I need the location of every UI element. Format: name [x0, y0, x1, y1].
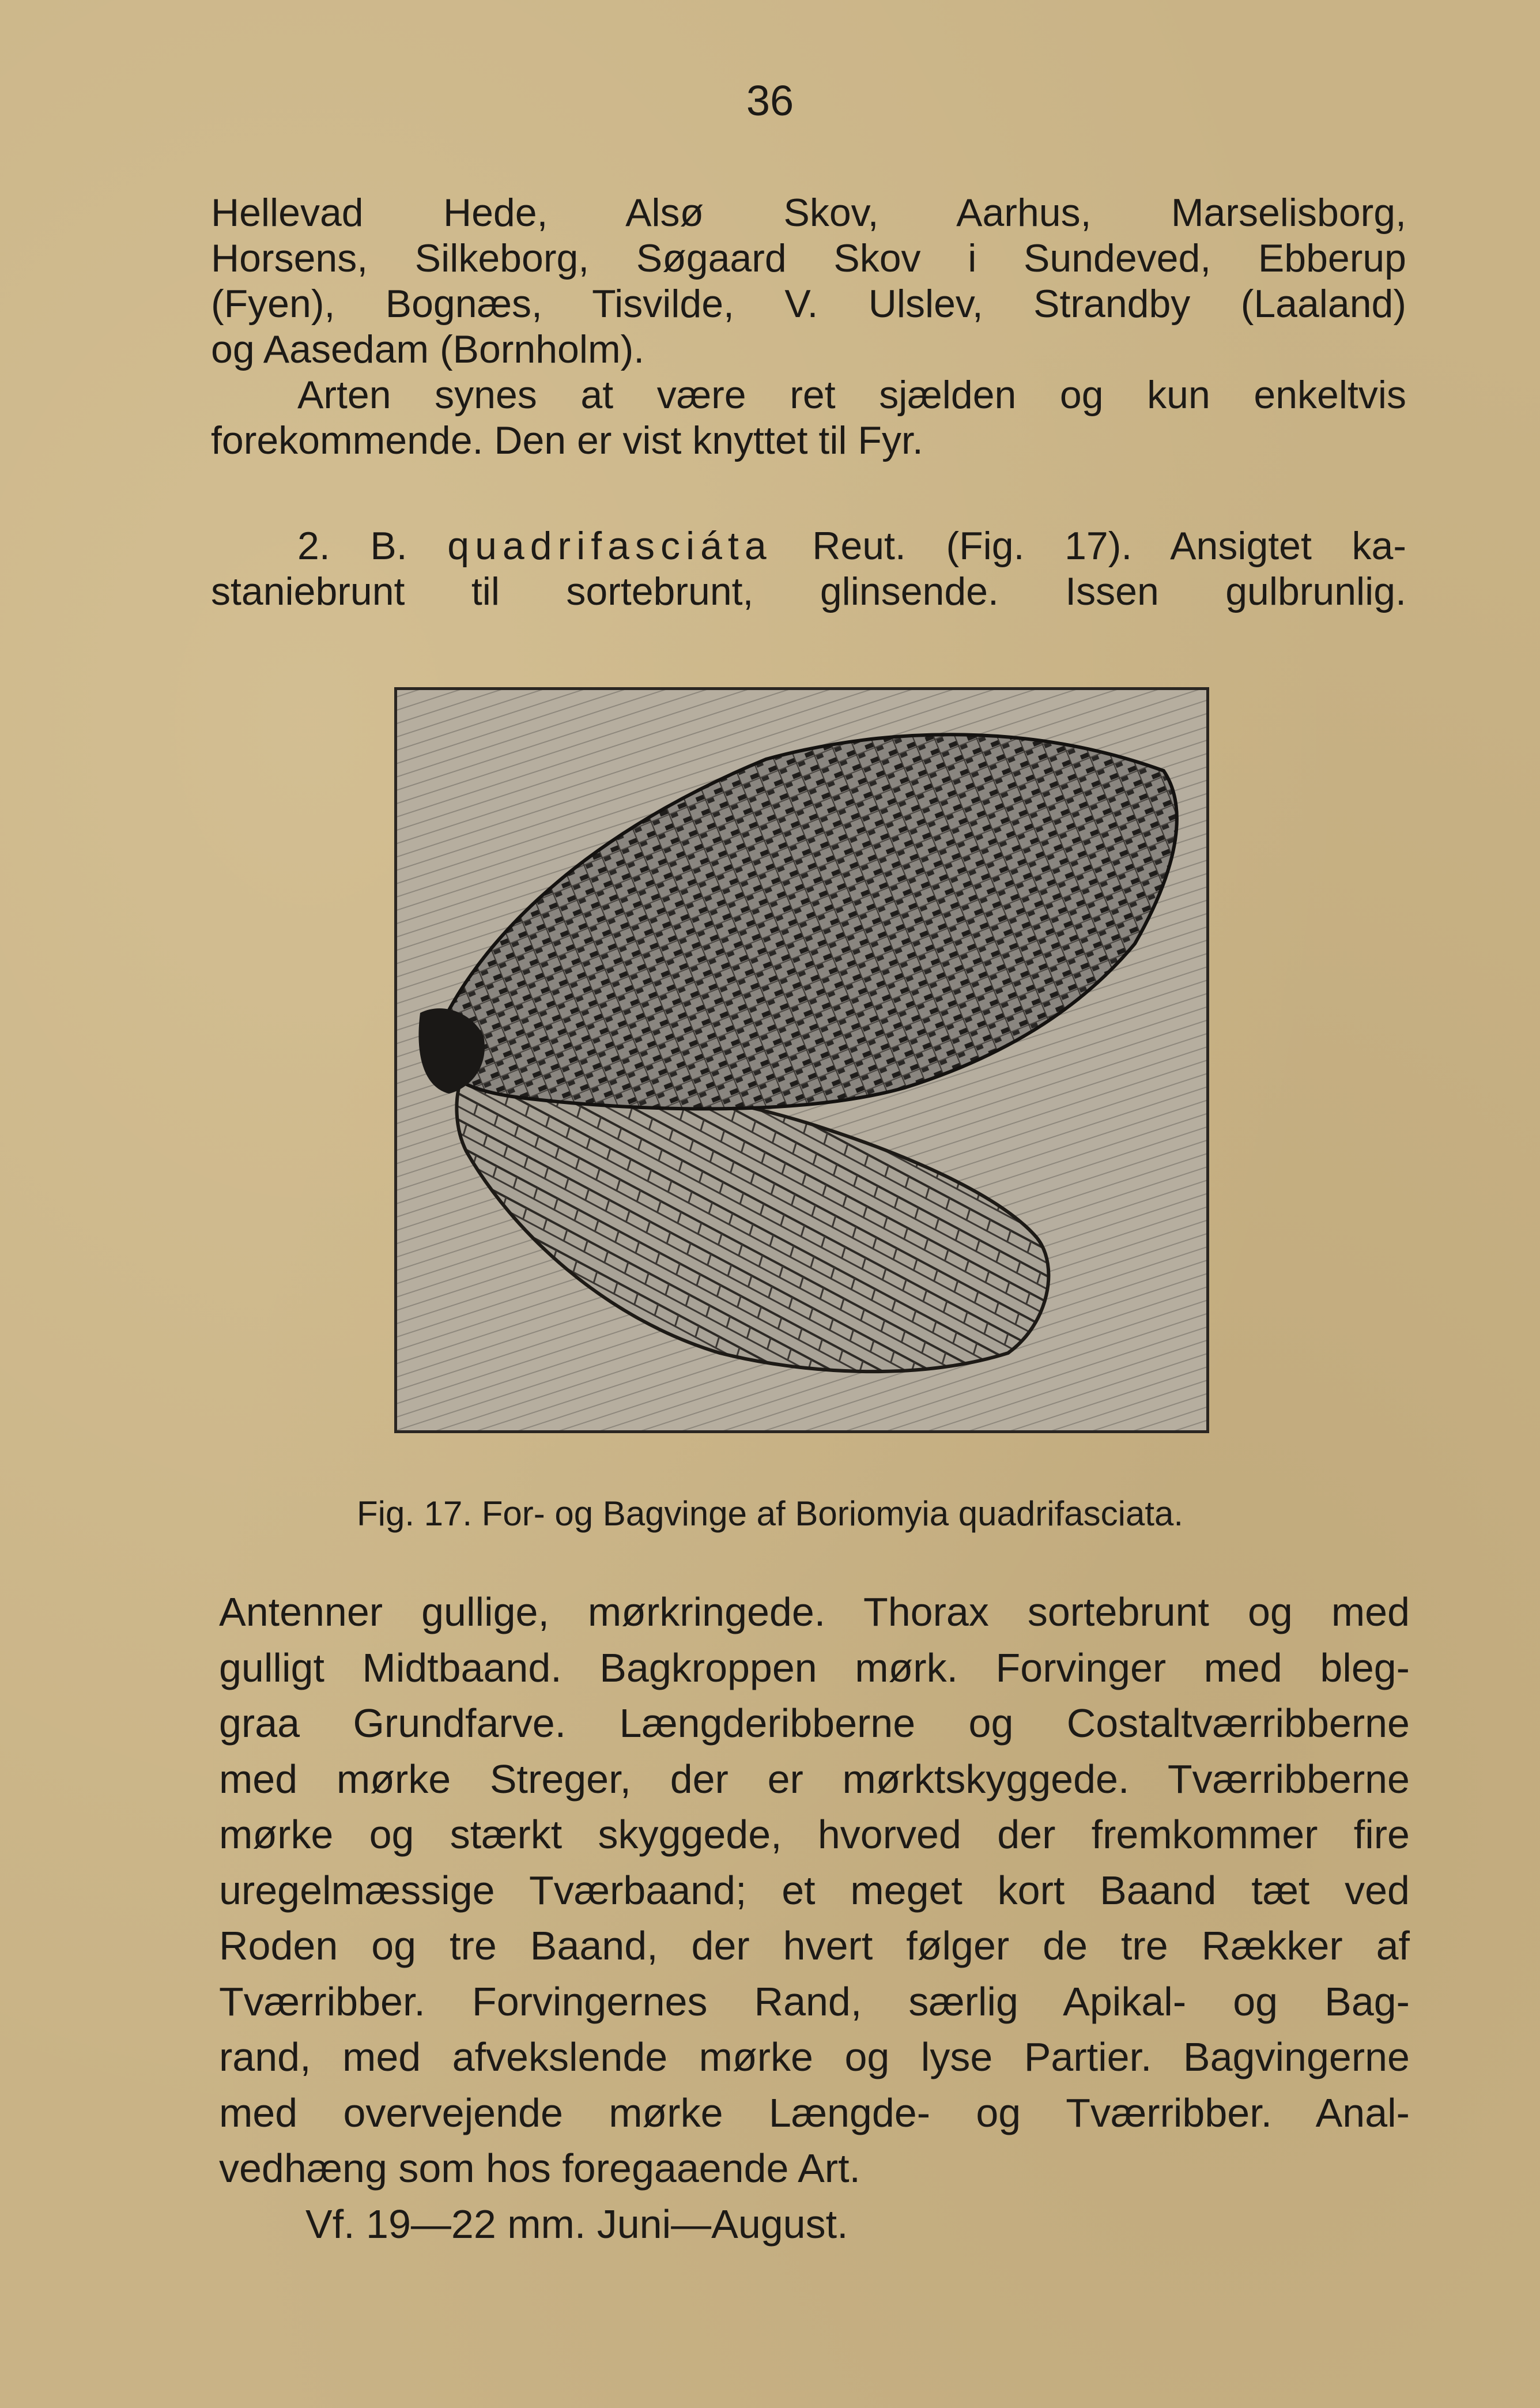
description-paragraph: [219, 1584, 1410, 2252]
intro-line: og Aasedam (Bornholm).: [211, 327, 645, 371]
measurement-line: Vf. 19—22 mm. Juni—August.: [305, 2201, 848, 2247]
species-line-2: staniebrunt til sortebrunt, glinsende. Issen gulbrunlig.: [211, 570, 1406, 613]
description-line: gulligt Midtbaand. Bagkroppen mørk. Forvinger med bleg-: [219, 1645, 1410, 1690]
description-line: Tværribber. Forvingernes Rand, særlig Apikal- og Bag-: [219, 1979, 1410, 2024]
intro-line: forekommende. Den er vist knyttet til Fyr.: [211, 419, 923, 462]
description-line: med overvejende mørke Længde- og Tværribber. Anal-: [219, 2090, 1410, 2135]
description-line: rand, med afvekslende mørke og lyse Partier. Bagvingerne: [219, 2034, 1410, 2079]
intro-line: Hellevad Hede, Alsø Skov, Aarhus, Marselisborg,: [211, 191, 1406, 235]
description-line: Antenner gullige, mørkringede. Thorax sortebrunt og med: [219, 1589, 1410, 1634]
species-rest: Reut. (Fig. 17). Ansigtet ka-: [812, 524, 1406, 568]
page-number: 36: [746, 77, 794, 125]
wing-illustration: [397, 690, 1206, 1430]
species-line-1: [211, 523, 1406, 569]
figure-caption: Fig. 17. For- og Bagvinge af Boriomyia quadrifasciata.: [356, 1494, 1184, 1533]
species-number: 2. B.: [297, 524, 407, 568]
description-line: mørke og stærkt skyggede, hvorved der fremkommer fire: [219, 1812, 1410, 1857]
species-name: quadrifasciáta: [447, 524, 772, 568]
description-line: vedhæng som hos foregaaende Art.: [219, 2146, 860, 2191]
description-line: uregelmæssige Tværbaand; et meget kort Baand tæt ved: [219, 1867, 1410, 1913]
description-line: med mørke Streger, der er mørktskyggede. Tværribberne: [219, 1756, 1410, 1802]
intro-line: (Fyen), Bognæs, Tisvilde, V. Ulslev, Strandby (Laaland): [211, 282, 1406, 326]
intro-paragraph: [211, 190, 1406, 463]
wing-figure: [394, 687, 1209, 1433]
description-line: graa Grundfarve. Længderibberne og Costaltværribberne: [219, 1701, 1410, 1746]
intro-line: Arten synes at være ret sjælden og kun enkeltvis: [297, 373, 1406, 417]
intro-line: Horsens, Silkeborg, Søgaard Skov i Sundeved, Ebberup: [211, 236, 1406, 280]
description-line: Roden og tre Baand, der hvert følger de tre Rækker af: [219, 1923, 1410, 1968]
species-heading: [211, 523, 1406, 615]
